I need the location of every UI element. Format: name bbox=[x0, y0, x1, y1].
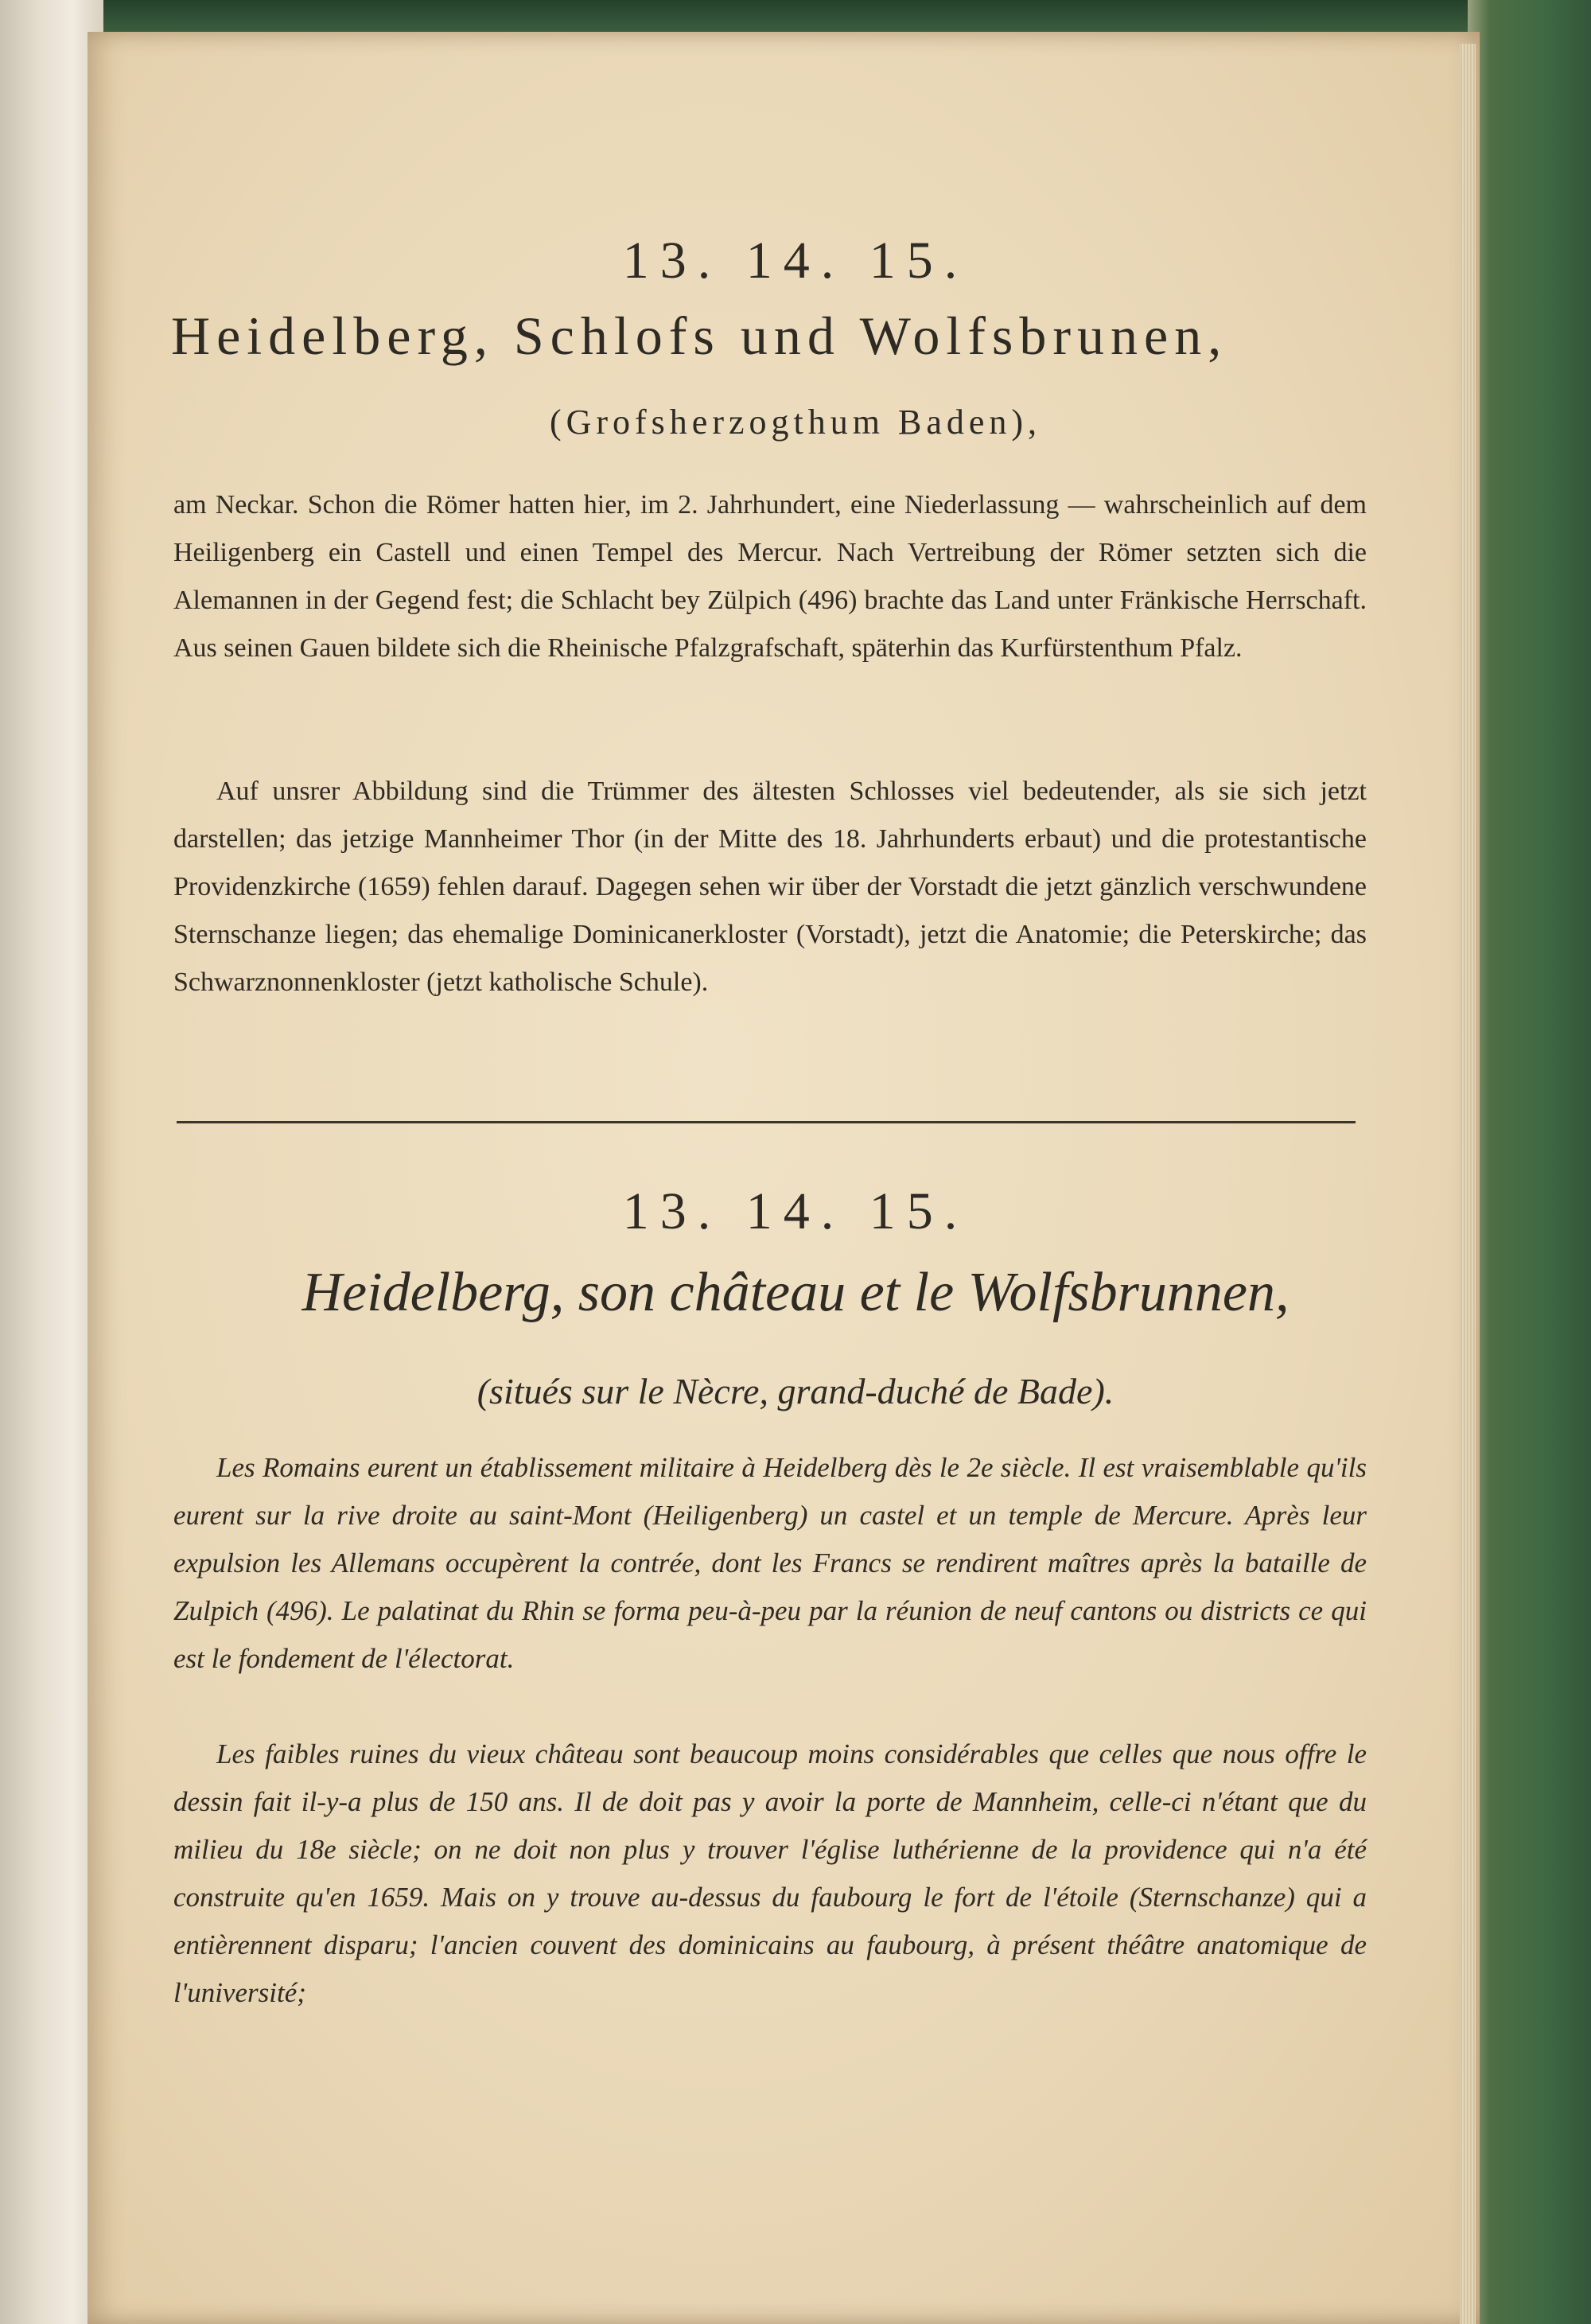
german-paragraph-1: am Neckar. Schon die Römer hatten hier, im 2. Jahrhundert, eine Niederlassung — wahrscheinlich auf dem Heiligenberg ein Castell und einen Tempel des Mercur. Nach Vertreibung der Römer setzten sich die Alemannen in der Gegend fest; die Schlacht bey Zülpich (496) brachte das Land unter Fränkische Herrschaft. Aus seinen Gauen bildete sich die Rheinische Pfalzgrafschaft, späterhin das Kurfürstenthum Pfalz. bbox=[173, 490, 1367, 663]
german-title: Heidelberg, Schlofs und Wolfsbrunen, bbox=[171, 306, 1228, 366]
book-cover-top bbox=[0, 0, 1591, 32]
french-plate-numbers: 13. 14. 15. bbox=[622, 1182, 969, 1240]
french-paragraph-1: Les Romains eurent un établissement militaire à Heidelberg dès le 2e siècle. Il est vraisemblable qu'ils eurent sur la rive droite au saint-Mont (Heiligenberg) un castel et un temple de Mercure. Après leur expulsion les Allemans occupèrent la contrée, dont les Francs se rendirent maîtres après la bataille de Zulpich (496). Le palatinat du Rhin se forma peu-à-peu par la réunion de neuf cantons ou districts ce qui est le fondement de l'électorat. bbox=[173, 1452, 1367, 1674]
german-subtitle: (Grofsherzogthum Baden), bbox=[549, 403, 1042, 442]
french-paragraph-2: Les faibles ruines du vieux château sont beaucoup moins considérables que celles que nous offre le dessin fait il-y-a plus de 150 ans. Il de doit pas y avoir la porte de Mannheim, celle-ci n'étant que du milieu du 18e siècle; on ne doit non plus y trouver l'église luthérienne de la providence qui n'a été construite qu'en 1659. Mais on y trouve au-dessus du faubourg le fort de l'étoile (Sternschanze) qui a entièrennent disparu; l'ancien couvent des dominicains au faubourg, à présent théâtre anatomique de l'université; bbox=[173, 1738, 1367, 2008]
french-title: Heidelberg, son château et le Wolfsbrunnen, bbox=[301, 1262, 1290, 1323]
green-book-cover bbox=[1468, 0, 1591, 2324]
german-plate-numbers: 13. 14. 15. bbox=[622, 232, 969, 290]
french-subtitle: (situés sur le Nècre, grand-duché de Bade). bbox=[477, 1371, 1114, 1411]
section-divider bbox=[177, 1121, 1356, 1123]
german-paragraph-2: Auf unsrer Abbildung sind die Trümmer des ältesten Schlosses viel bedeutender, als sie sich jetzt darstellen; das jetzige Mannheimer Thor (in der Mitte des 18. Jahrhunderts erbaut) und die protestantische Providenzkirche (1659) fehlen darauf. Dagegen sehen wir über der Vorstadt die jetzt gänzlich verschwundene Sternschanze liegen; das ehemalige Dominicanerkloster (Vorstadt), jetzt die Anatomie; die Peterskirche; das Schwarznonnenkloster (jetzt katholische Schule). bbox=[173, 777, 1367, 997]
